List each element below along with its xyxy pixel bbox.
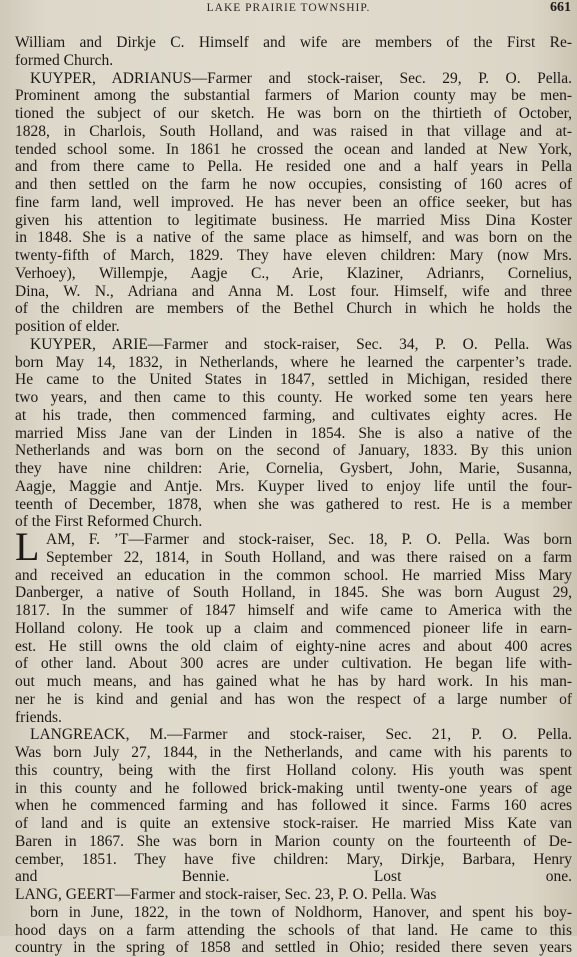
text-line: est. He still owns the old claim of eighty-nine acres and about 400 acres [15, 637, 572, 655]
text-line: Aagje, Maggie and Antje. Mrs. Kuyper lived to enjoy life until the four- [15, 477, 572, 495]
text-line: Verhoey), Willempje, Aagje C., Arie, Klaziner, Adrianrs, Cornelius, [15, 264, 572, 282]
text-line: ner he is kind and genial and has won the respect of a large number of [15, 690, 572, 708]
text-line: born May 14, 1832, in Netherlands, where he learned the carpenter’s trade. [15, 353, 572, 371]
text-line: out much means, and has gained what he has by hard work. In his man- [15, 673, 572, 690]
text-line: Holland colony. He took up a claim and commenced pioneer life in earn- [15, 619, 572, 637]
text-line: AM, F. ’T—Farmer and stock-raiser, Sec. 18, P. O. Pella. Was born [46, 531, 572, 548]
text-line: Dina, W. N., Adriana and Anna M. Lost four. Himself, wife and three [15, 282, 572, 300]
text-line: two years, and then came to this county. He worked some ten years here [15, 389, 572, 406]
text-line: KUYPER, ADRIANUS—Farmer and stock-raiser, Sec. 29, P. O. Pella. [30, 69, 572, 87]
text-line: friends. [15, 708, 62, 726]
text-line: 1828, in Charlois, South Holland, and was raised in that village and at- [15, 122, 572, 140]
text-line: Prominent among the substantial farmers of Marion county may be men- [15, 87, 572, 105]
page-number: 661 [550, 0, 571, 15]
drop-cap-letter: L [15, 524, 40, 569]
text-line: 1817. In the summer of 1847 himself and wife came to America with the [15, 602, 572, 619]
text-line: LANGREACK, M.—Farmer and stock-raiser, Sec. 21, P. O. Pella. [30, 726, 572, 744]
text-line: tended school some. In 1861 he crossed the ocean and landed at New York, [15, 140, 572, 158]
text-line: of the First Reformed Church. [15, 513, 203, 531]
text-line: KUYPER, ARIE—Farmer and stock-raiser, Sec. 34, P. O. Pella. Was [30, 335, 572, 353]
text-line: this country, being with the first Holland colony. His youth was spent [15, 761, 572, 779]
page-header [0, 0, 577, 20]
text-line: and then settled on the farm he now occupies, consisting of 160 acres of [15, 176, 572, 193]
text-line: LANG, GEERT—Farmer and stock-raiser, Sec. 23, P. O. Pella. Was [15, 886, 437, 903]
text-line: in 1848. She is a native of the same place as himself, and was born on the [15, 229, 572, 247]
text-line: born in June, 1822, in the town of Noldhorm, Hanover, and spent his boy- [30, 903, 572, 921]
text-line: Netherlands and was born on the second of January, 1833. By this union [15, 442, 572, 460]
text-line: Was born July 27, 1844, in the Netherlands, and came with his parents to [15, 744, 572, 761]
text-line: cember, 1851. They have five children: Mary, Dirkje, Barbara, Henry [15, 850, 572, 868]
text-line: and received an education in the common school. He married Miss Mary [15, 566, 572, 584]
text-line: given his attention to legitimate business. He married Miss Dina Koster [15, 211, 572, 229]
text-line: formed Church. [15, 51, 114, 69]
text-line: and Bennie. Lost one. [15, 868, 572, 886]
text-line: of other land. About 300 acres are under cultivation. He began life with- [15, 655, 572, 673]
text-line: fine farm land, well improved. He has never been an office seeker, but has [15, 193, 572, 211]
running-title: LAKE PRAIRIE TOWNSHIP. [206, 2, 371, 14]
text-line: position of elder. [15, 318, 120, 335]
text-line: of the children are members of the Bethel Church in which he holds the [15, 300, 572, 318]
text-line: September 22, 1814, in South Holland, and was there raised on a farm [46, 548, 572, 566]
text-line: in this county and he followed brick-making until twenty-one years of age [15, 779, 572, 797]
text-line: Danberger, a native of South Holland, in 1845. She was born August 29, [15, 584, 572, 602]
text-line: and from there came to Pella. He resided one and a half years in Pella [15, 158, 572, 176]
text-line: William and Dirkje C. Himself and wife are members of the First Re- [15, 34, 572, 51]
text-line: of land and is quite an extensive stock-raiser. He married Miss Kate van [15, 815, 572, 832]
text-line: when he commenced farming and has followed it since. Farms 160 acres [15, 797, 572, 815]
text-line: they have nine children: Arie, Cornelia, Gysbert, John, Marie, Susanna, [15, 460, 572, 477]
text-line: teenth of December, 1878, when she was gathered to rest. He is a member [15, 495, 572, 513]
text-line: married Miss Jane van der Linden in 1854. She is also a native of the [15, 424, 572, 442]
text-line: Baren in 1867. She was born in Marion county on the fourteenth of De- [15, 832, 572, 850]
text-line: He came to the United States in 1847, settled in Michigan, resided there [15, 371, 572, 389]
text-line: twenty-fifth of March, 1829. They have eleven children: Mary (now Mrs. [15, 247, 572, 264]
text-line: at his trade, then commenced farming, and cultivates eighty acres. He [15, 406, 572, 424]
text-line: country in the spring of 1858 and settled in Ohio; resided there seven years [15, 939, 572, 957]
text-line: hood days on a farm attending the schools of that land. He came to this [15, 921, 572, 939]
text-line: tioned the subject of our sketch. He was born on the thirtieth of October, [15, 105, 572, 122]
